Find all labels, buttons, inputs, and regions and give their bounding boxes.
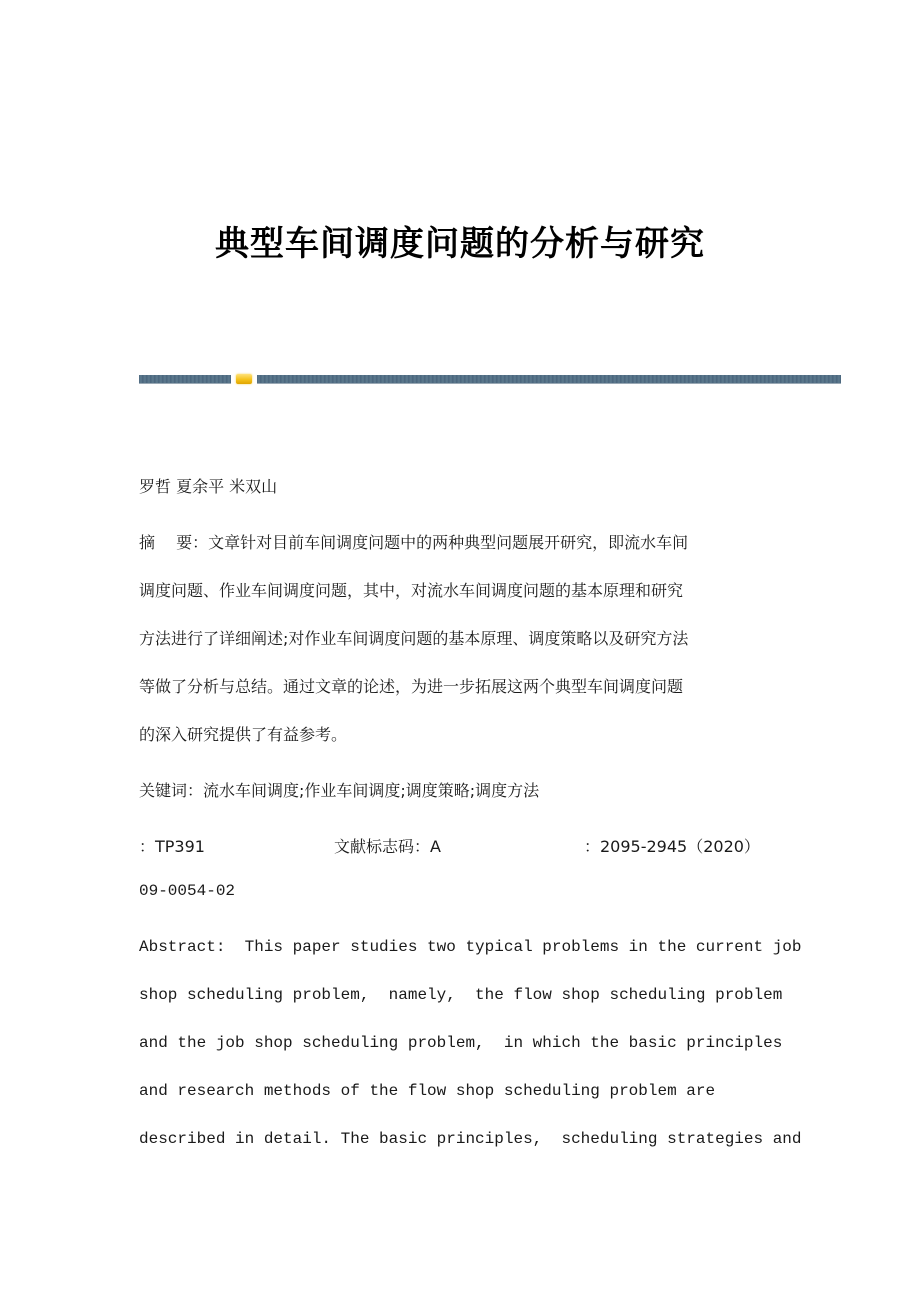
article-number-cont: 09-0054-02 <box>139 882 236 900</box>
divider-gem-icon <box>236 374 252 384</box>
abstract-cn-line: 方法进行了详细阐述;对作业车间调度问题的基本原理、调度策略以及研究方法 <box>139 629 689 648</box>
abstract-cn-line: 调度问题、作业车间调度问题，其中，对流水车间调度问题的基本原理和研究 <box>139 581 684 600</box>
authors: 罗哲 夏余平 米双山 <box>139 477 278 496</box>
abstract-en-line: and research methods of the flow shop scheduling problem are <box>139 1082 716 1100</box>
document-code: 文献标志码：A <box>334 837 441 856</box>
abstract-en-line: described in detail. The basic principles, scheduling strategies and <box>139 1130 802 1148</box>
article-number: ：2095-2945（2020） <box>584 837 760 856</box>
abstract-en-line: shop scheduling problem, namely, the flow shop scheduling problem <box>139 986 783 1004</box>
abstract-cn-line: 的深入研究提供了有益参考。 <box>139 725 348 744</box>
abstract-cn-line: 等做了分析与总结。通过文章的论述，为进一步拓展这两个典型车间调度问题 <box>139 677 684 696</box>
clc-number: ：TP391 <box>139 837 205 856</box>
divider-bar-right <box>257 375 841 383</box>
title-divider <box>139 375 841 385</box>
paper-title: 典型车间调度问题的分析与研究 <box>215 224 705 264</box>
divider-bar-left <box>139 375 231 383</box>
abstract-cn-line: 摘 要：文章针对目前车间调度问题中的两种典型问题展开研究，即流水车间 <box>139 533 689 552</box>
abstract-en-line: and the job shop scheduling problem, in which the basic principles <box>139 1034 783 1052</box>
keywords: 关键词：流水车间调度;作业车间调度;调度策略;调度方法 <box>139 781 540 800</box>
abstract-en-line: Abstract: This paper studies two typical problems in the current job <box>139 938 802 956</box>
